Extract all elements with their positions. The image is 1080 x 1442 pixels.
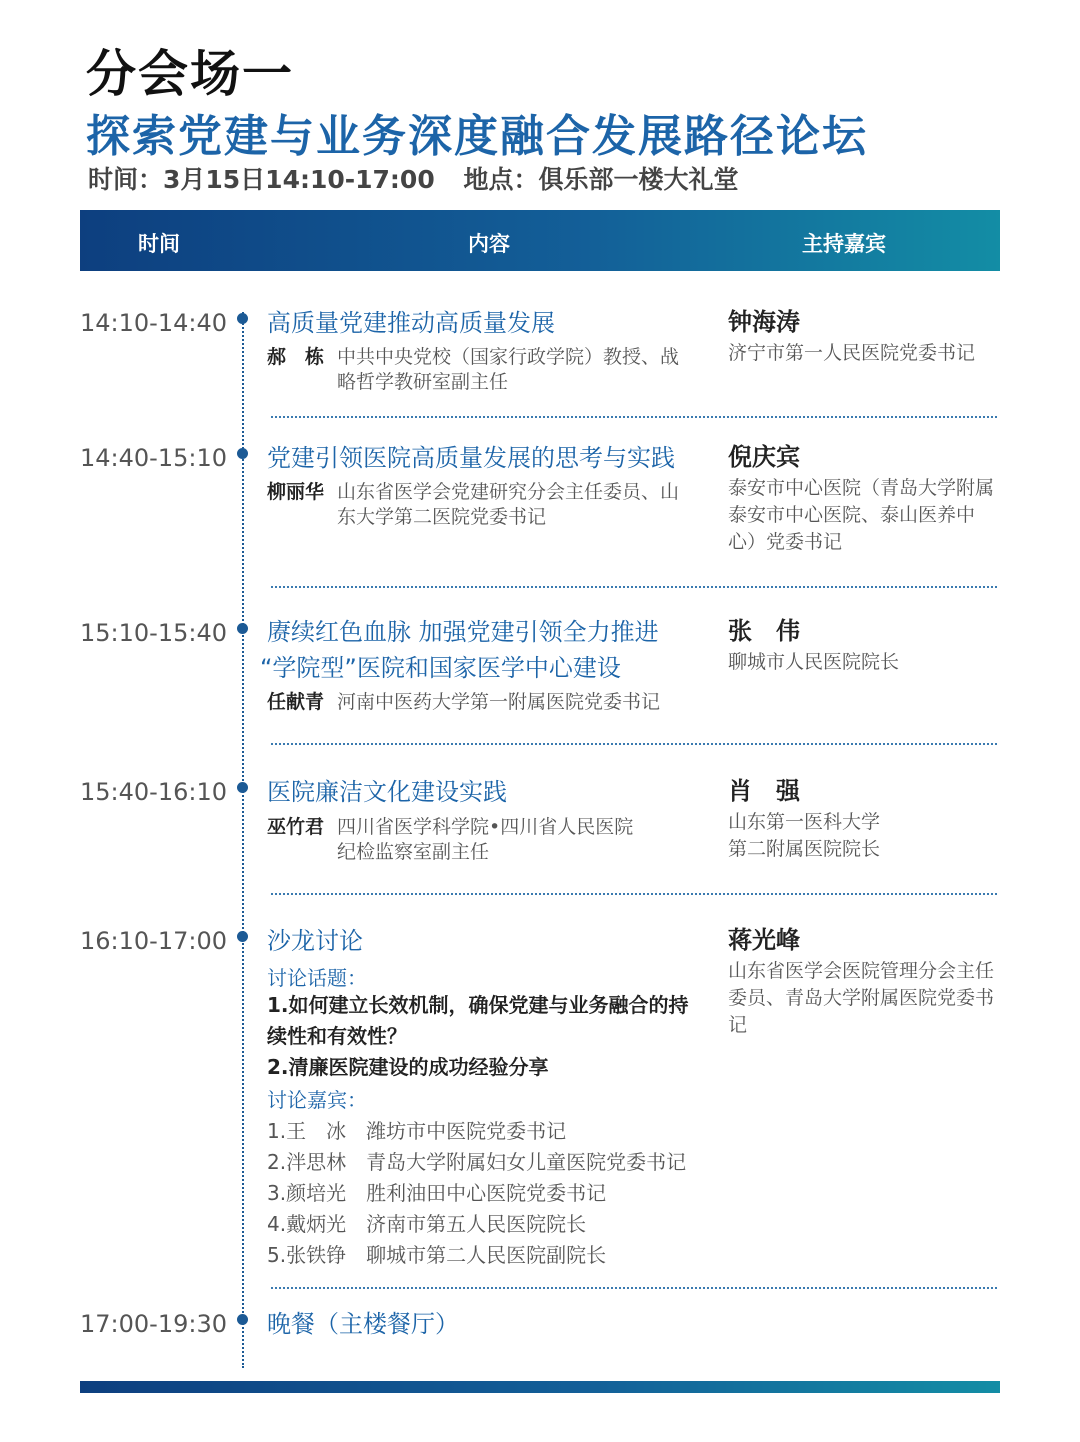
host-affiliation-line1: 山东第一医科大学 xyxy=(728,811,881,833)
speaker-affiliation: 山东省医学会党建研究分会主任委员、山东大学第二医院党委书记 xyxy=(337,481,680,528)
discussion-guest: 5.张铁铮 聊城市第二人民医院副院长 xyxy=(267,1243,607,1267)
timeline-dot xyxy=(237,931,248,942)
session-topic-line2: “学院型”医院和国家医学中心建设 xyxy=(260,654,621,682)
session-host xyxy=(728,775,1008,863)
session-topic: 党建引领医院高质量发展的思考与实践 xyxy=(267,444,675,472)
speaker-name: 任献青 xyxy=(267,691,325,713)
host-affiliation: 聊城市人民医院院长 xyxy=(728,651,900,673)
timeline-dot xyxy=(237,1314,248,1325)
session-time: 14:40-15:10 xyxy=(80,444,227,472)
discussion-guest: 1.王 冰 潍坊市中医院党委书记 xyxy=(267,1119,567,1143)
session-host xyxy=(728,615,1008,676)
forum-title: 探索党建与业务深度融合发展路径论坛 xyxy=(86,111,868,162)
speaker-name: 郝 栋 xyxy=(267,346,325,368)
host-name: 钟海涛 xyxy=(728,308,800,336)
discussion-guest: 4.戴炳光 济南市第五人民医院院长 xyxy=(267,1212,587,1236)
row-divider xyxy=(271,1287,997,1289)
session-time: 15:40-16:10 xyxy=(80,778,227,806)
discussion-guests-label: 讨论嘉宾： xyxy=(267,1088,367,1112)
row-divider xyxy=(271,416,997,418)
discussion-guest: 2.泮思林 青岛大学附属妇女儿童医院党委书记 xyxy=(267,1150,687,1174)
row-divider xyxy=(271,893,997,895)
discussion-guest: 3.颜培光 胜利油田中心医院党委书记 xyxy=(267,1181,607,1205)
host-name: 张 伟 xyxy=(728,617,800,645)
speaker-name: 巫竹君 xyxy=(267,816,325,838)
discussion-question: 1.如何建立长效机制，确保党建与业务融合的持续性和有效性？ xyxy=(267,993,689,1048)
discussion-question: 2.清廉医院建设的成功经验分享 xyxy=(267,1055,549,1079)
session-time: 17:00-19:30 xyxy=(80,1310,227,1338)
header-host: 主持嘉宾 xyxy=(802,232,886,256)
timeline-dot xyxy=(237,623,248,634)
host-affiliation: 济宁市第一人民医院党委书记 xyxy=(728,342,976,364)
session-topic: 晚餐（主楼餐厅） xyxy=(267,1310,459,1338)
speaker-affiliation: 河南中医药大学第一附属医院党委书记 xyxy=(337,691,661,713)
session-topic: 医院廉洁文化建设实践 xyxy=(267,778,507,806)
timeline-dot xyxy=(237,448,248,459)
page-title: 分会场一 xyxy=(86,45,294,103)
session-topic: 高质量党建推动高质量发展 xyxy=(267,309,555,337)
session-host xyxy=(728,441,1000,556)
session-host xyxy=(728,306,1008,367)
session-topic-line1: 赓续红色血脉 加强党建引领全力推进 xyxy=(267,618,659,646)
speaker-affiliation xyxy=(337,815,697,865)
session-host xyxy=(728,924,1008,1039)
speaker-name: 柳丽华 xyxy=(267,481,325,503)
host-name: 倪庆宾 xyxy=(728,443,800,471)
header-time: 时间 xyxy=(138,232,180,256)
discussion-topics-label: 讨论话题： xyxy=(267,966,367,990)
event-meta xyxy=(88,160,758,196)
session-time: 15:10-15:40 xyxy=(80,619,227,647)
timeline-dot xyxy=(237,313,248,324)
timeline-dot xyxy=(237,782,248,793)
speaker-affiliation: 中共中央党校（国家行政学院）教授、战略哲学教研室副主任 xyxy=(337,346,680,393)
host-affiliation-line2: 第二附属医院院长 xyxy=(728,838,881,860)
event-time: 时间：3月15日14:10-17:00 xyxy=(88,165,435,194)
speaker-affiliation-line1: 四川省医学科学院•四川省人民医院 xyxy=(337,816,634,838)
table-header xyxy=(80,210,1000,271)
host-name: 蒋光峰 xyxy=(728,926,800,954)
session-topic: 沙龙讨论 xyxy=(267,927,363,955)
host-affiliation: 泰安市中心医院（青岛大学附属泰安市中心医院、泰山医养中心）党委书记 xyxy=(728,477,995,553)
row-divider xyxy=(271,586,997,588)
timeline-line xyxy=(242,312,244,1368)
session-time: 16:10-17:00 xyxy=(80,927,227,955)
host-affiliation xyxy=(728,809,1008,863)
row-divider xyxy=(271,743,997,745)
header-content: 内容 xyxy=(468,232,510,256)
host-name: 肖 强 xyxy=(728,777,800,805)
footer-bar xyxy=(80,1381,1000,1393)
speaker-affiliation-line2: 纪检监察室副主任 xyxy=(337,841,490,863)
session-time: 14:10-14:40 xyxy=(80,309,227,337)
event-location: 地点：俱乐部一楼大礼堂 xyxy=(463,165,739,194)
host-affiliation: 山东省医学会医院管理分会主任委员、青岛大学附属医院党委书记 xyxy=(728,960,995,1036)
